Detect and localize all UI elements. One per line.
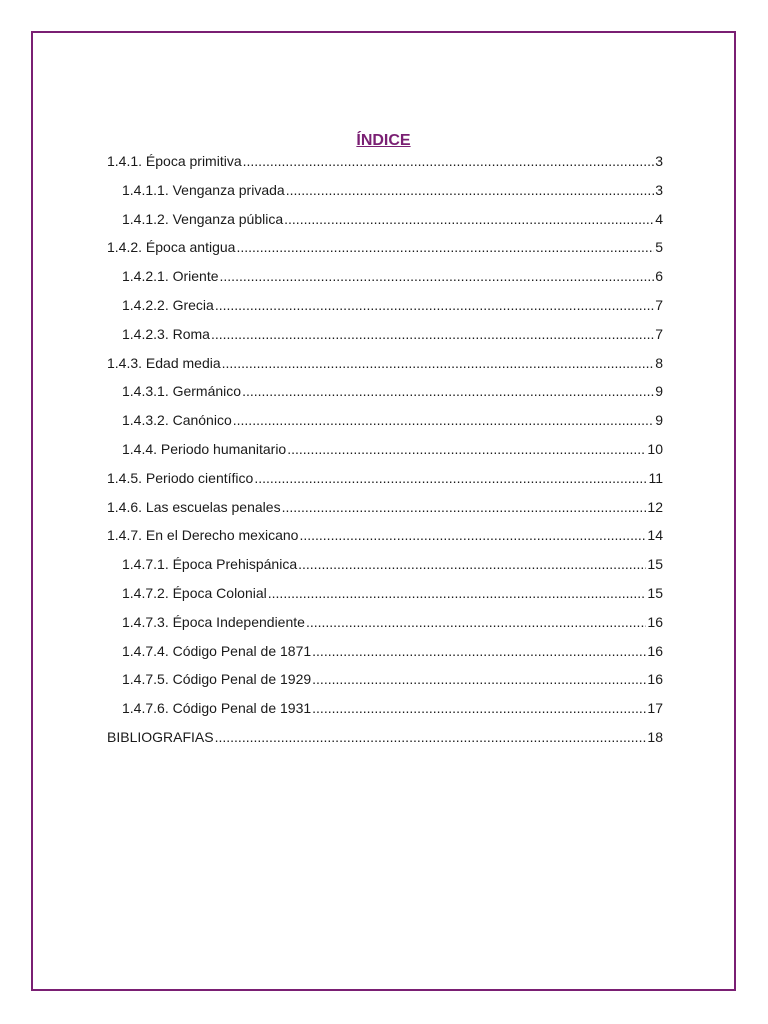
toc-dot-leader	[284, 209, 654, 229]
toc-entry-label: BIBLIOGRAFIAS	[107, 728, 214, 745]
toc-dot-leader	[254, 468, 647, 488]
toc-entry[interactable]	[107, 554, 663, 583]
toc-entry[interactable]	[107, 381, 663, 410]
toc-entry-label: 1.4.3.1. Germánico	[122, 383, 242, 400]
toc-dot-leader	[222, 353, 655, 373]
toc-dot-leader	[286, 180, 655, 200]
table-of-contents	[107, 151, 663, 756]
toc-entry-label: 1.4.3.2. Canónico	[122, 412, 232, 429]
toc-dot-leader	[268, 583, 647, 603]
toc-dot-leader	[215, 727, 647, 747]
toc-entry-label: 1.4.7.2. Época Colonial	[122, 584, 267, 601]
toc-entry-label: 1.4.7.3. Época Independiente	[122, 613, 305, 630]
toc-entry-label: 1.4.6. Las escuelas penales	[107, 498, 281, 515]
toc-entry-label: 1.4.7.6. Código Penal de 1931	[122, 700, 312, 717]
toc-entry-page-number: 3	[655, 153, 663, 169]
toc-entry-page-number: 15	[647, 556, 663, 573]
toc-entry[interactable]	[107, 727, 663, 756]
toc-dot-leader	[312, 698, 646, 718]
toc-entry-page-number: 16	[647, 671, 663, 688]
document-page	[31, 31, 736, 991]
toc-entry-label: 1.4.3. Edad media	[107, 354, 221, 371]
toc-entry[interactable]	[107, 468, 663, 497]
toc-entry-page-number: 3	[655, 181, 663, 198]
toc-dot-leader	[233, 410, 654, 430]
toc-entry[interactable]	[107, 151, 663, 180]
toc-entry[interactable]	[107, 583, 663, 612]
toc-entry-page-number: 17	[647, 700, 663, 717]
toc-entry-page-number: 18	[647, 728, 663, 745]
toc-dot-leader	[299, 525, 646, 545]
toc-entry-page-number: 11	[648, 469, 663, 486]
toc-entry-page-number: 16	[647, 613, 663, 630]
toc-entry-label: 1.4.5. Periodo científico	[107, 469, 254, 486]
toc-dot-leader	[306, 612, 646, 632]
toc-dot-leader	[282, 497, 647, 517]
toc-entry[interactable]	[107, 439, 663, 468]
toc-entry[interactable]	[107, 698, 663, 727]
toc-entry-label: 1.4.2.1. Oriente	[122, 268, 219, 285]
toc-entry[interactable]	[107, 324, 663, 353]
toc-entry-page-number: 10	[647, 440, 663, 457]
toc-dot-leader	[243, 151, 655, 171]
toc-dot-leader	[287, 439, 646, 459]
toc-entry[interactable]	[107, 525, 663, 554]
toc-entry-page-number: 7	[655, 296, 663, 313]
toc-entry-label: 1.4.4. Periodo humanitario	[122, 440, 287, 457]
toc-entry-label: 1.4.7. En el Derecho mexicano	[107, 527, 299, 544]
toc-entry-page-number: 15	[647, 584, 663, 601]
toc-dot-leader	[312, 641, 646, 661]
toc-entry-page-number: 8	[655, 354, 663, 371]
toc-dot-leader	[242, 381, 654, 401]
toc-entry-page-number: 6	[655, 268, 663, 285]
toc-entry-label: 1.4.2. Época antigua	[107, 239, 236, 256]
toc-entry-label: 1.4.7.5. Código Penal de 1929	[122, 671, 312, 688]
toc-entry[interactable]	[107, 641, 663, 670]
toc-entry[interactable]	[107, 180, 663, 209]
toc-dot-leader	[312, 669, 646, 689]
toc-entry[interactable]	[107, 410, 663, 439]
toc-entry[interactable]	[107, 353, 663, 382]
toc-entry-label: 1.4.7.1. Época Prehispánica	[122, 556, 298, 573]
toc-title: ÍNDICE	[356, 132, 411, 149]
toc-entry[interactable]	[107, 669, 663, 698]
toc-entry[interactable]	[107, 209, 663, 238]
toc-entry-page-number: 12	[647, 498, 663, 515]
toc-entry-page-number: 5	[655, 239, 663, 256]
toc-entry[interactable]	[107, 295, 663, 324]
toc-dot-leader	[211, 324, 654, 344]
toc-entry-page-number: 9	[655, 383, 663, 400]
toc-entry-label: 1.4.1. Época primitiva	[107, 153, 242, 169]
toc-entry[interactable]	[107, 237, 663, 266]
toc-entry[interactable]	[107, 497, 663, 526]
toc-entry-label: 1.4.2.3. Roma	[122, 325, 210, 342]
toc-entry-label: 1.4.1.2. Venganza pública	[122, 210, 284, 227]
toc-entry[interactable]	[107, 612, 663, 641]
toc-entry-page-number: 16	[647, 642, 663, 659]
toc-entry-label: 1.4.1.1. Venganza privada	[122, 181, 285, 198]
toc-entry-page-number: 9	[655, 412, 663, 429]
toc-entry-label: 1.4.7.4. Código Penal de 1871	[122, 642, 312, 659]
toc-entry-label: 1.4.2.2. Grecia	[122, 296, 214, 313]
toc-entry[interactable]	[107, 266, 663, 295]
toc-entry-page-number: 7	[655, 325, 663, 342]
toc-dot-leader	[215, 295, 654, 315]
toc-dot-leader	[298, 554, 646, 574]
toc-dot-leader	[236, 237, 654, 257]
toc-entry-page-number: 4	[655, 210, 663, 227]
toc-dot-leader	[220, 266, 655, 286]
toc-entry-page-number: 14	[647, 527, 663, 544]
